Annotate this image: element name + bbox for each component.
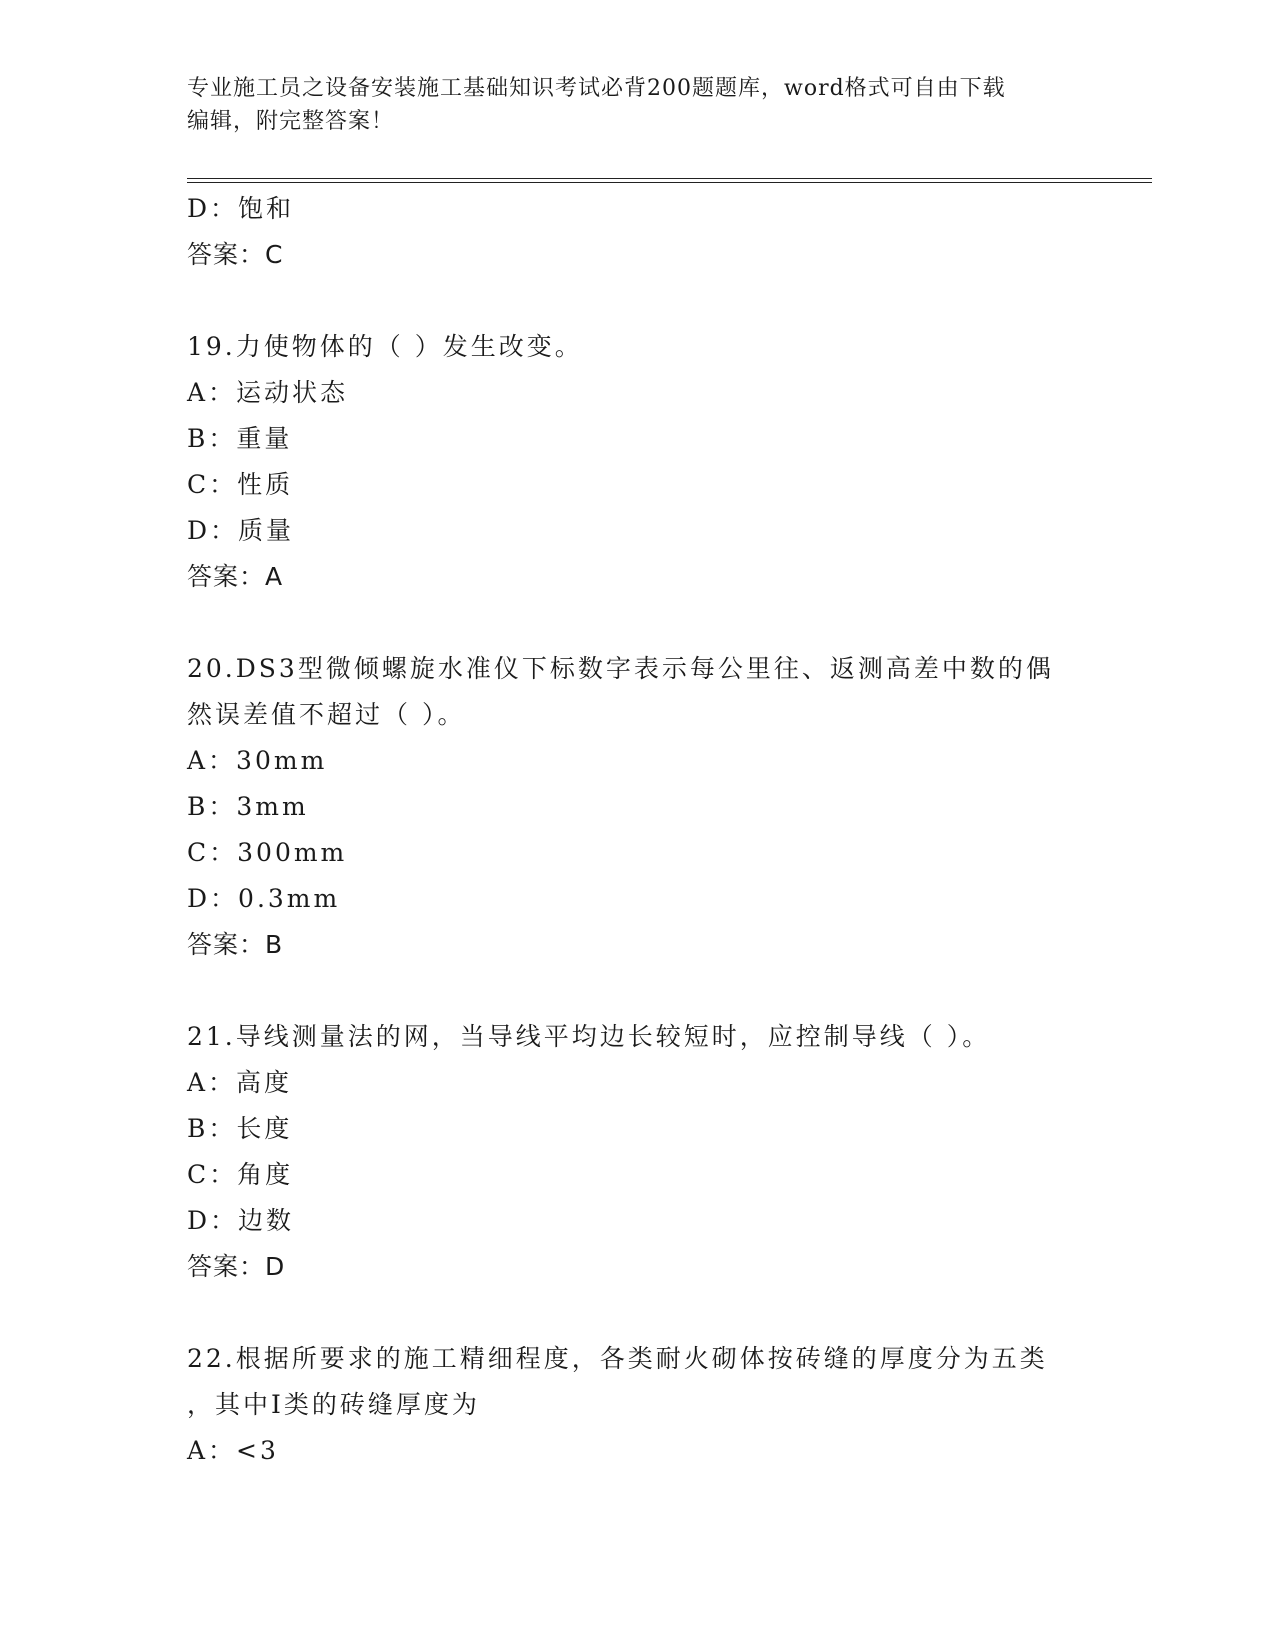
q19-option-a: A：运动状态	[187, 378, 349, 407]
q21-option-a: A：高度	[187, 1068, 293, 1097]
header-title-line-1: 专业施工员之设备安装施工基础知识考试必背200题题库，word格式可自由下载	[187, 76, 1006, 101]
q19-answer: 答案：A	[187, 562, 284, 591]
header-title-line-2: 编辑，附完整答案！	[187, 109, 395, 134]
document-header	[187, 72, 1067, 138]
q21-option-d: D：边数	[187, 1206, 295, 1235]
q21-question: 21.导线测量法的网，当导线平均边长较短时，应控制导线（ ）。	[187, 1022, 991, 1051]
q19-option-c: C：性质	[187, 470, 294, 499]
q19-question: 19.力使物体的（ ）发生改变。	[187, 332, 583, 361]
q20-answer: 答案：B	[187, 930, 284, 959]
q22-question-line-1: 22.根据所要求的施工精细程度，各类耐火砌体按砖缝的厚度分为五类	[187, 1344, 1048, 1373]
q21-option-b: B：长度	[187, 1114, 293, 1143]
header-divider-bottom	[187, 182, 1152, 183]
q21-answer: 答案：D	[187, 1252, 286, 1281]
q22-question-line-2: ，其中Ⅰ类的砖缝厚度为	[187, 1390, 480, 1419]
q20-option-b: B：3mm	[187, 792, 309, 821]
q19-option-d: D：质量	[187, 516, 295, 545]
q22-option-a: A：<3	[187, 1436, 279, 1465]
header-divider-top	[187, 178, 1152, 179]
q18-option-d: D：饱和	[187, 194, 295, 223]
q20-question-line-2: 然误差值不超过（ ）。	[187, 700, 466, 729]
q18-answer: 答案：C	[187, 240, 284, 269]
question-spacer	[187, 278, 1087, 324]
q20-question-line-1: 20.DS3型微倾螺旋水准仪下标数字表示每公里往、返测高差中数的偶	[187, 654, 1054, 683]
q20-option-a: A：30mm	[187, 746, 328, 775]
question-spacer	[187, 968, 1087, 1014]
question-spacer	[187, 1290, 1087, 1336]
q20-option-d: D：0.3mm	[187, 884, 341, 913]
q20-option-c: C：300mm	[187, 838, 348, 867]
question-list	[187, 186, 1087, 1474]
question-spacer	[187, 600, 1087, 646]
q21-option-c: C：角度	[187, 1160, 294, 1189]
q19-option-b: B：重量	[187, 424, 293, 453]
